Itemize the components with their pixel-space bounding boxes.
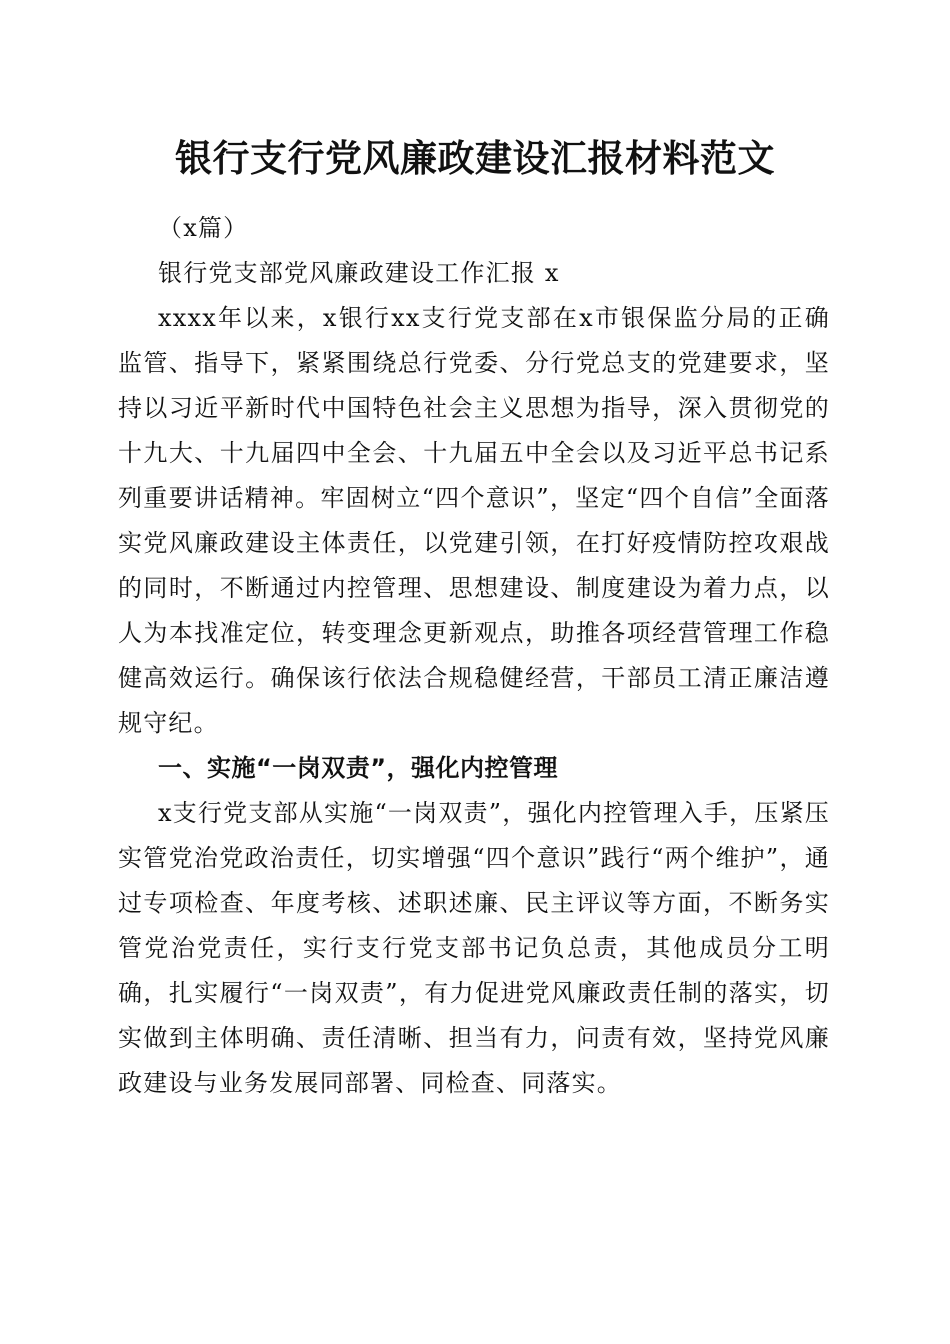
report-title: 银行党支部党风廉政建设工作汇报 x	[158, 259, 560, 287]
document-body	[118, 206, 830, 1106]
section-heading: 一、实施“一岗双责”，强化内控管理	[158, 754, 559, 782]
subtitle: （x篇）	[158, 214, 249, 242]
intro-paragraph: xxxx年以来，x银行xx支行党支部在x市银保监分局的正确监管、指导下，紧紧围绕总行党委、分行党总支的党建要求，坚持以习近平新时代中国特色社会主义思想为指导，深入贯彻党的十九大、十九届四中全会、十九届五中全会以及习近平总书记系列重要讲话精神。牢固树立“四个意识”，坚定“四个自信”全面落实党风廉政建设主体责任，以党建引领，在打好疫情防控攻艰战的同时，不断通过内控管理、思想建设、制度建设为着力点，以人为本找准定位，转变理念更新观点，助推各项经营管理工作稳健高效运行。确保该行依法合规稳健经营，干部员工清正廉洁遵规守纪。	[118, 304, 830, 737]
document-title: 银行支行党风廉政建设汇报材料范文	[175, 137, 775, 180]
section-paragraph: x支行党支部从实施“一岗双责”，强化内控管理入手，压紧压实管党治党政治责任，切实增强“四个意识”践行“两个维护”，通过专项检查、年度考核、述职述廉、民主评议等方面，不断务实管党治党责任，实行支行党支部书记负总责，其他成员分工明确，扎实履行“一岗双责”，有力促进党风廉政责任制的落实，切实做到主体明确、责任清晰、担当有力，问责有效，坚持党风廉政建设与业务发展同部署、同检查、同落实。	[118, 799, 830, 1097]
